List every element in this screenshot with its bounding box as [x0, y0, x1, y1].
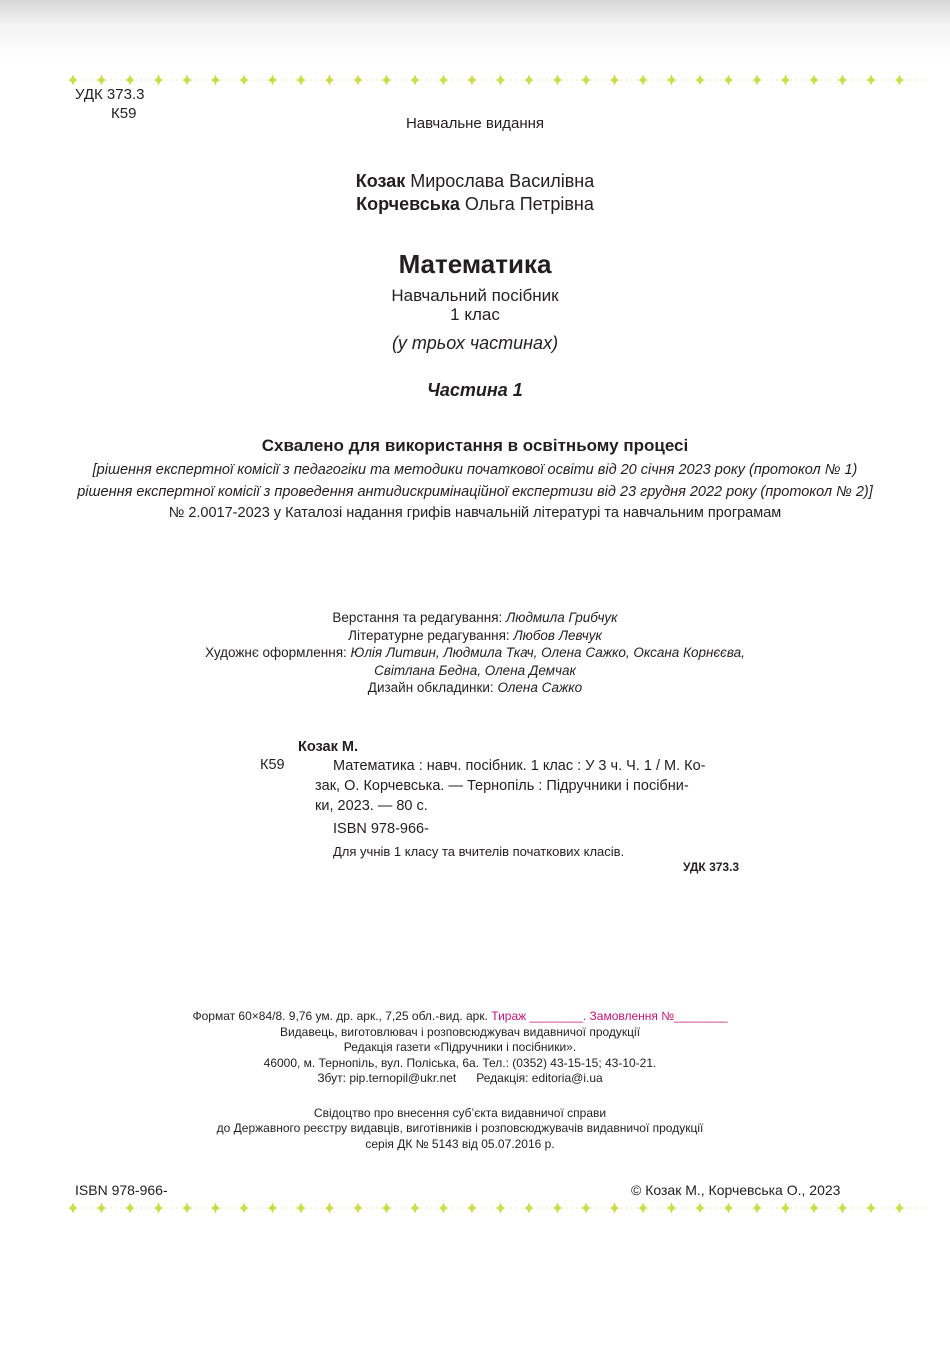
footer-copyright: © Козак М., Корчевська О., 2023: [631, 1182, 841, 1198]
ornament-star-icon: [296, 1202, 306, 1214]
ornament-star-icon: [496, 1202, 506, 1214]
ornament-star-icon: [581, 1202, 591, 1214]
ornament-star-icon: [68, 1202, 78, 1214]
ornament-star-icon: [97, 1202, 107, 1214]
ornament-star-icon: [752, 1202, 762, 1214]
certificate-line-1: Свідоцтво про внесення суб’єкта видавничої справи: [313, 1105, 607, 1120]
credit-label: Літературне редагування:: [348, 627, 514, 643]
bibliography-code: К59: [260, 757, 285, 773]
ornament-star-icon: [467, 74, 477, 86]
approval-decision-2: рішення експертної комісії з проведення антидискримінаційної експертизи від 23 грудня 2022 року (протокол № 2)]: [77, 484, 873, 500]
ornament-star-icon: [296, 74, 306, 86]
ornament-star-icon: [410, 1202, 420, 1214]
certificate-line-3: серія ДК № 5143 від 05.07.2016 р.: [365, 1136, 555, 1151]
ornament-star-icon: [125, 74, 135, 86]
ornament-star-icon: [524, 74, 534, 86]
ornament-star-icon: [325, 74, 335, 86]
ornament-star-icon: [638, 74, 648, 86]
ornament-star-icon: [838, 1202, 848, 1214]
ornament-star-icon: [866, 74, 876, 86]
credit-cover: [0, 679, 950, 697]
ornament-star-icon: [68, 74, 78, 86]
book-title: Математика: [398, 249, 552, 279]
ornament-star-icon: [638, 1202, 648, 1214]
ornament-star-icon: [268, 74, 278, 86]
bibliography-isbn: ISBN 978-966-: [333, 821, 429, 837]
imprint-block: [0, 1009, 920, 1152]
ornament-star-icon: [695, 1202, 705, 1214]
imprint-format: [0, 1009, 920, 1025]
certificate-line-2: до Державного реєстру видавців, виготівників і розповсюджувачів видавничої продукції: [216, 1121, 704, 1135]
credit-art: [0, 644, 950, 662]
ornament-star-icon: [154, 74, 164, 86]
ornament-star-icon: [610, 1202, 620, 1214]
ornament-border-bottom: [65, 1200, 935, 1216]
udk-code: УДК 373.3: [75, 86, 145, 103]
edition-type: Навчальне видання: [405, 115, 545, 132]
approval-catalog-number: № 2.0017-2023 у Каталозі надання грифів навчальній літературі та навчальним програмам: [168, 505, 782, 521]
parts-note: (у трьох частинах): [391, 333, 559, 353]
ornament-star-icon: [268, 1202, 278, 1214]
ornament-star-icon: [724, 74, 734, 86]
ornament-star-icon: [467, 1202, 477, 1214]
ornament-star-icon: [97, 74, 107, 86]
ornament-star-icon: [866, 1202, 876, 1214]
credit-name: Людмила Грибчук: [506, 610, 618, 625]
ornament-star-icon: [382, 74, 392, 86]
book-grade: 1 клас: [450, 305, 500, 324]
ornament-star-icon: [439, 74, 449, 86]
ornament-star-icon: [667, 1202, 677, 1214]
credit-name: Любов Левчук: [513, 627, 602, 643]
ornament-star-icon: [781, 1202, 791, 1214]
ornament-star-icon: [895, 1202, 905, 1214]
ornament-star-icon: [410, 74, 420, 86]
bibliography-line: Математика : навч. посібник. 1 клас : У 3 ч. Ч. 1 / М. Ко-: [333, 758, 706, 774]
ornament-star-icon: [809, 74, 819, 86]
credit-label: Верстання та редагування:: [332, 610, 507, 625]
author-given-name: Мирослава Василівна: [405, 171, 595, 191]
ornament-star-icon: [838, 74, 848, 86]
ornament-star-icon: [781, 74, 791, 86]
ornament-star-icon: [439, 1202, 449, 1214]
ornament-star-icon: [895, 74, 905, 86]
scan-top-shadow: [0, 0, 950, 60]
ornament-star-icon: [239, 74, 249, 86]
ornament-star-icon: [382, 1202, 392, 1214]
credit-label: Дизайн обкладинки:: [367, 680, 498, 695]
ornament-star-icon: [752, 74, 762, 86]
ornament-star-icon: [610, 74, 620, 86]
bibliography-udk: УДК 373.3: [683, 860, 740, 874]
credits-block: [0, 609, 950, 697]
credit-label: Художнє оформлення:: [205, 645, 351, 660]
ornament-star-icon: [581, 74, 591, 86]
ornament-star-icon: [724, 1202, 734, 1214]
imprint-sales-email: Збут: pip.ternopil@ukr.net: [317, 1071, 457, 1085]
ornament-star-icon: [667, 74, 677, 86]
imprint-editorial-email: Редакція: editoria@i.ua: [476, 1071, 603, 1085]
imprint-address: 46000, м. Тернопіль, вул. Поліська, 6а. Тел.: (0352) 43-15-15; 43-10-21.: [263, 1055, 657, 1070]
imprint-contacts: [0, 1071, 920, 1087]
ornament-star-icon: [211, 74, 221, 86]
bibliography-line: ки, 2023. — 80 с.: [315, 798, 428, 814]
ornament-star-icon: [496, 74, 506, 86]
author-given-name: Ольга Петрівна: [459, 194, 594, 214]
ornament-border-top: [65, 72, 935, 88]
imprint-publisher: Видавець, виготовлювач і розповсюджувач видавничої продукції: [279, 1024, 641, 1039]
credit-layout: [0, 609, 950, 627]
ornament-star-icon: [325, 1202, 335, 1214]
approval-heading: Схвалено для використання в освітньому процесі: [261, 436, 689, 455]
ornament-star-icon: [182, 1202, 192, 1214]
ornament-star-icon: [353, 1202, 363, 1214]
approval-decision-1: [рішення експертної комісії з педагогіки та методики початкової освіти від 20 січня 2023 року (протокол № 1): [92, 462, 858, 478]
ornament-star-icon: [154, 1202, 164, 1214]
footer-isbn: ISBN 978-966-: [75, 1182, 168, 1198]
book-subtitle: Навчальний посібник: [391, 286, 559, 305]
ornament-star-icon: [695, 74, 705, 86]
bibliography-audience: Для учнів 1 класу та вчителів початкових класів.: [333, 844, 625, 859]
imprint-editorial: Редакція газети «Підручники і посібники».: [343, 1040, 577, 1054]
bibliography-author: Козак М.: [298, 739, 358, 755]
ornament-star-icon: [524, 1202, 534, 1214]
ornament-star-icon: [809, 1202, 819, 1214]
imprint-circulation: Тираж ________. Замовлення №________: [491, 1009, 728, 1023]
ornament-star-icon: [553, 74, 563, 86]
bibliography-line: зак, О. Корчевська. — Тернопіль : Підручники і посібни-: [315, 778, 689, 794]
author-line-1: [0, 171, 950, 192]
ornament-star-icon: [211, 1202, 221, 1214]
bibliography-description: [315, 756, 743, 816]
credit-name: Юлія Литвин, Людмила Ткач, Олена Сажко, Оксана Корнєєва,: [350, 645, 745, 660]
part-number: Частина 1: [427, 380, 523, 400]
ornament-star-icon: [125, 1202, 135, 1214]
ornament-star-icon: [239, 1202, 249, 1214]
imprint-format-text: Формат 60×84/8. 9,76 ум. др. арк., 7,25 обл.-вид. арк.: [192, 1009, 492, 1023]
author-surname: Корчевська: [356, 194, 460, 214]
ornament-star-icon: [553, 1202, 563, 1214]
ornament-star-icon: [353, 74, 363, 86]
ornament-star-icon: [182, 74, 192, 86]
credit-name: Олена Сажко: [497, 680, 583, 695]
credit-art-continued: Світлана Бедна, Олена Демчак: [374, 662, 576, 678]
author-mark: К59: [111, 105, 137, 122]
credit-literary: [0, 627, 950, 645]
author-line-2: [0, 194, 950, 215]
author-surname: Козак: [355, 171, 406, 191]
